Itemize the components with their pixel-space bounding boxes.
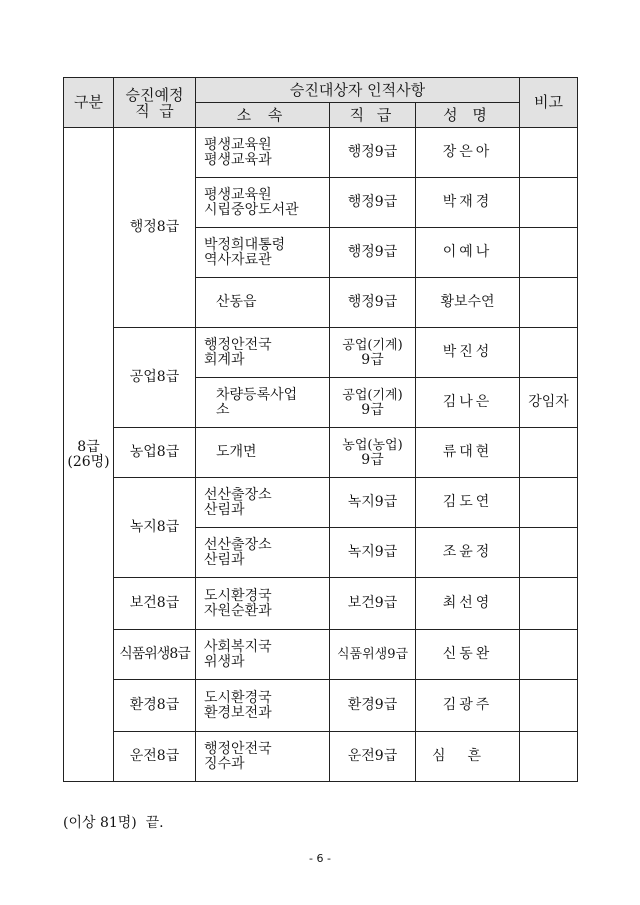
affiliation-cell — [196, 428, 330, 478]
affiliation-cell — [196, 228, 330, 278]
remarks-cell — [520, 178, 578, 228]
header-candidate-info: 승진대상자 인적사항 — [196, 78, 520, 103]
affiliation-line: 시립중앙도서관 — [204, 201, 299, 218]
planned-position-cell: 농업8급 — [114, 428, 196, 478]
grade-line: 보건9급 — [347, 595, 398, 611]
header-planned-line1: 승진예정 — [125, 85, 184, 104]
header-planned-line2: 직 급 — [135, 101, 174, 120]
candidate-name: 조윤정 — [416, 528, 520, 578]
affiliation-line: 환경보전과 — [204, 704, 272, 721]
planned-position-cell: 녹지8급 — [114, 478, 196, 578]
remarks-cell — [520, 228, 578, 278]
candidate-name: 박진성 — [416, 328, 520, 378]
remarks-cell — [520, 578, 578, 630]
affiliation-cell — [196, 378, 330, 428]
affiliation-line: 도시환경국 — [204, 689, 272, 706]
grade-line: 공업(기계) — [342, 337, 403, 353]
affiliation-cell — [196, 578, 330, 630]
grade-cell — [330, 178, 416, 228]
affiliation-line: 도개면 — [216, 444, 257, 460]
candidate-name: 심흔 — [416, 732, 520, 782]
remarks-cell — [520, 630, 578, 680]
affiliation-cell — [196, 528, 330, 578]
affiliation-line: 평생교육과 — [204, 151, 272, 168]
grade-cell — [330, 228, 416, 278]
grade-line: 9급 — [361, 451, 384, 468]
remarks-cell: 강임자 — [520, 378, 578, 428]
candidate-name: 신동완 — [416, 630, 520, 680]
table-row — [64, 428, 578, 478]
affiliation-cell — [196, 732, 330, 782]
candidate-name: 김광주 — [416, 680, 520, 732]
affiliation-line: 박정희대통령 — [204, 236, 286, 253]
planned-position-cell: 환경8급 — [114, 680, 196, 732]
grade-group-label: 8급 — [77, 438, 100, 455]
affiliation-line: 행정안전국 — [204, 740, 272, 757]
grade-line: 녹지9급 — [347, 494, 398, 510]
table-body — [64, 128, 578, 782]
grade-cell — [330, 478, 416, 528]
candidate-name: 김나은 — [416, 378, 520, 428]
affiliation-line: 평생교육원 — [204, 186, 272, 203]
grade-cell — [330, 732, 416, 782]
candidate-name: 박재경 — [416, 178, 520, 228]
remarks-cell — [520, 732, 578, 782]
table-row — [64, 328, 578, 378]
table-row — [64, 732, 578, 782]
header-affiliation: 소 속 — [196, 103, 330, 128]
grade-line: 행정9급 — [347, 194, 398, 210]
header-name: 성 명 — [416, 103, 520, 128]
grade-line: 공업(기계) — [342, 387, 403, 403]
affiliation-line: 평생교육원 — [204, 136, 272, 153]
affiliation-cell — [196, 178, 330, 228]
affiliation-line: 산동읍 — [216, 294, 257, 310]
grade-line: 환경9급 — [347, 697, 398, 713]
remarks-cell — [520, 478, 578, 528]
grade-line: 녹지9급 — [347, 544, 398, 560]
grade-line: 9급 — [361, 401, 384, 418]
grade-line: 9급 — [361, 351, 384, 368]
grade-cell — [330, 378, 416, 428]
grade-group-count: (26명) — [67, 453, 110, 470]
affiliation-cell — [196, 478, 330, 528]
header-remarks: 비고 — [520, 78, 578, 128]
grade-line: 식품위생9급 — [336, 647, 409, 662]
table-header — [64, 78, 578, 128]
grade-cell — [330, 528, 416, 578]
grade-line: 운전9급 — [347, 748, 398, 764]
planned-position-cell: 보건8급 — [114, 578, 196, 630]
candidate-name: 장은아 — [416, 128, 520, 178]
remarks-cell — [520, 278, 578, 328]
remarks-cell — [520, 528, 578, 578]
grade-line: 행정9급 — [347, 294, 398, 310]
promotion-candidate-table — [63, 77, 578, 782]
table-row — [64, 630, 578, 680]
remarks-cell — [520, 128, 578, 178]
grade-group-cell — [64, 128, 114, 782]
candidate-name: 김도연 — [416, 478, 520, 528]
affiliation-line: 행정안전국 — [204, 336, 272, 353]
table-row — [64, 680, 578, 732]
grade-cell — [330, 328, 416, 378]
affiliation-line: 차량등록사업소 — [216, 386, 298, 418]
affiliation-line: 위생과 — [204, 653, 245, 670]
planned-position-cell: 운전8급 — [114, 732, 196, 782]
affiliation-line: 역사자료관 — [204, 251, 272, 268]
grade-cell — [330, 128, 416, 178]
affiliation-cell — [196, 680, 330, 732]
grade-line: 행정9급 — [347, 144, 398, 160]
affiliation-cell — [196, 128, 330, 178]
affiliation-cell — [196, 278, 330, 328]
grade-cell — [330, 578, 416, 630]
header-category: 구분 — [64, 78, 114, 128]
candidate-name: 류대현 — [416, 428, 520, 478]
affiliation-line: 징수과 — [204, 755, 245, 772]
planned-position-cell: 식품위생8급 — [114, 630, 196, 680]
affiliation-line: 선산출장소 — [204, 486, 272, 503]
table-row — [64, 128, 578, 178]
affiliation-cell — [196, 328, 330, 378]
affiliation-line: 선산출장소 — [204, 536, 272, 553]
affiliation-cell — [196, 630, 330, 680]
grade-cell — [330, 630, 416, 680]
affiliation-line: 사회복지국 — [204, 638, 272, 655]
planned-position-cell: 행정8급 — [114, 128, 196, 328]
remarks-cell — [520, 428, 578, 478]
candidate-name: 황보수연 — [416, 278, 520, 328]
grade-cell — [330, 428, 416, 478]
affiliation-line: 산림과 — [204, 551, 245, 568]
remarks-cell — [520, 328, 578, 378]
affiliation-line: 회계과 — [204, 351, 245, 368]
affiliation-line: 자원순환과 — [204, 602, 272, 619]
grade-cell — [330, 680, 416, 732]
remarks-cell — [520, 680, 578, 732]
candidate-name: 최선영 — [416, 578, 520, 630]
affiliation-line: 산림과 — [204, 501, 245, 518]
table-row — [64, 478, 578, 528]
footer-note: (이상 81명) 끝. — [63, 815, 164, 831]
page-number: - 6 - — [309, 852, 331, 865]
affiliation-line: 도시환경국 — [204, 587, 272, 604]
grade-line: 농업(농업) — [342, 437, 403, 453]
candidate-name: 이예나 — [416, 228, 520, 278]
planned-position-cell: 공업8급 — [114, 328, 196, 428]
header-planned-position — [114, 78, 196, 128]
header-grade: 직 급 — [330, 103, 416, 128]
grade-cell — [330, 278, 416, 328]
table-row — [64, 578, 578, 630]
grade-line: 행정9급 — [347, 244, 398, 260]
